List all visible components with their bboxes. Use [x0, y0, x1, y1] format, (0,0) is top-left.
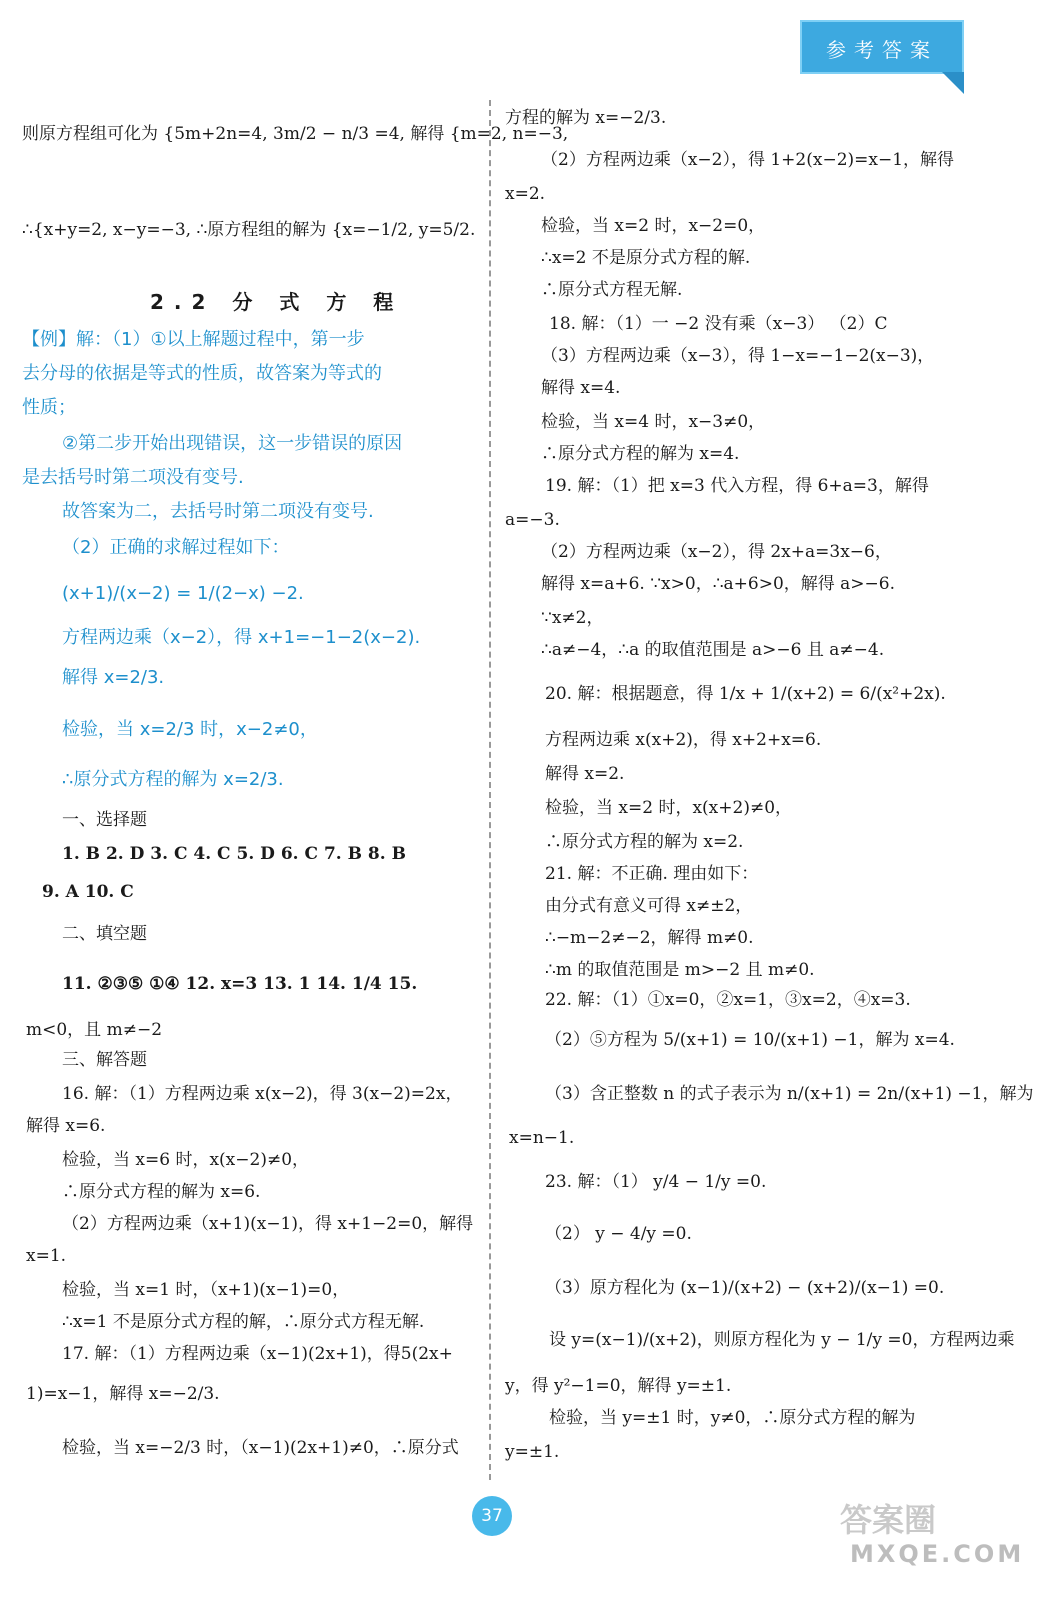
text-line: ∴{x+y=2, x−y=−3, ∴原方程组的解为 {x=−1/2, y=5/2. — [22, 220, 476, 240]
solution-line: ∴x=2 不是原分式方程的解. — [541, 248, 751, 268]
text-line: 则原方程组可化为 {5m+2n=4, 3m/2 − n/3 =4, 解得 {m=2, n=−3, — [22, 124, 569, 144]
solution-line: 20. 解：根据题意，得 1/x + 1/(x+2) = 6/(x²+2x). — [545, 684, 946, 704]
solution-line: （3）含正整数 n 的式子表示为 n/(x+1) = 2n/(x+1) −1，解为 — [545, 1084, 1034, 1104]
solution-line: （2） y − 4/y =0. — [545, 1224, 692, 1244]
example-line: 故答案为二，去括号时第二项没有变号. — [62, 501, 374, 522]
solution-line: 检验，当 x=1 时，（x+1)(x−1)=0， — [62, 1280, 350, 1300]
example-line: (x+1)/(x−2) = 1/(2−x) −2. — [62, 583, 304, 604]
solution-line: （3）原方程化为 (x−1)/(x+2) − (x+2)/(x−1) =0. — [545, 1278, 945, 1298]
page-number: 37 — [472, 1496, 512, 1536]
solution-line: 方程的解为 x=−2/3. — [505, 108, 667, 128]
solution-line: 解得 x=6. — [26, 1116, 106, 1136]
solution-line: 22. 解：（1）①x=0，②x=1，③x=2，④x=3. — [545, 990, 911, 1010]
solution-line: ∴原分式方程的解为 x=4. — [541, 444, 740, 464]
solution-line: y，得 y²−1=0，解得 y=±1. — [505, 1376, 732, 1396]
solution-line: （3）方程两边乘（x−3），得 1−x=−1−2(x−3)， — [541, 346, 935, 366]
answer-line: m<0，且 m≠−2 — [26, 1020, 163, 1040]
solution-line: ∴原分式方程的解为 x=2. — [545, 832, 744, 852]
solution-line: ∵x≠2， — [541, 608, 604, 628]
example-line: ②第二步开始出现错误，这一步错误的原因 — [62, 433, 403, 454]
answer-line: 9. A 10. C — [42, 882, 134, 902]
example-line: 【例】解：（1）①以上解题过程中，第一步 — [22, 329, 365, 350]
solution-line: 18. 解：（1）一 −2 没有乘（x−3） （2）C — [549, 314, 888, 334]
solution-line: ∴x=1 不是原分式方程的解，∴原分式方程无解. — [62, 1312, 425, 1332]
answer-line: 1. B 2. D 3. C 4. C 5. D 6. C 7. B 8. B — [62, 844, 406, 864]
solution-line: 检验，当 x=4 时，x−3≠0， — [541, 412, 766, 432]
answer-line: 11. ②③⑤ ①④ 12. x=3 13. 1 14. 1/4 15. — [62, 974, 418, 994]
solution-line: 检验，当 y=±1 时，y≠0，∴原分式方程的解为 — [549, 1408, 916, 1428]
example-line: （2）正确的求解过程如下： — [62, 537, 290, 558]
solution-line: ∴a≠−4，∴a 的取值范围是 a>−6 且 a≠−4. — [541, 640, 885, 660]
heading-choice: 一、选择题 — [62, 810, 147, 830]
heading-fill: 二、填空题 — [62, 924, 147, 944]
solution-line: 检验，当 x=2 时，x(x+2)≠0， — [545, 798, 793, 818]
solution-line: 21. 解：不正确. 理由如下： — [545, 864, 759, 884]
solution-line: 由分式有意义可得 x≠±2， — [545, 896, 753, 916]
solution-line: 解得 x=2. — [545, 764, 625, 784]
section-title: 2.2 分 式 方 程 — [150, 290, 404, 314]
solution-line: 19. 解：（1）把 x=3 代入方程，得 6+a=3，解得 — [545, 476, 929, 496]
solution-line: （2）方程两边乘（x+1)(x−1)，得 x+1−2=0，解得 — [62, 1214, 474, 1234]
solution-line: （2）方程两边乘（x−2），得 1+2(x−2)=x−1，解得 — [541, 150, 955, 170]
solution-line: ∴m 的取值范围是 m>−2 且 m≠0. — [545, 960, 815, 980]
example-line: 是去括号时第二项没有变号. — [22, 467, 244, 488]
example-line: 去分母的依据是等式的性质，故答案为等式的 — [22, 363, 382, 384]
solution-line: y=±1. — [505, 1442, 560, 1462]
example-line: 方程两边乘（x−2），得 x+1=−1−2(x−2). — [62, 627, 421, 648]
solution-line: a=−3. — [505, 510, 560, 530]
solution-line: ∴−m−2≠−2，解得 m≠0. — [545, 928, 754, 948]
heading-solve: 三、解答题 — [62, 1050, 147, 1070]
solution-line: ∴原分式方程无解. — [541, 280, 683, 300]
solution-line: 检验，当 x=2 时，x−2=0， — [541, 216, 766, 236]
solution-line: 解得 x=a+6. ∵x>0，∴a+6>0，解得 a>−6. — [541, 574, 896, 594]
solution-line: x=2. — [505, 184, 546, 204]
example-line: 检验，当 x=2/3 时，x−2≠0， — [62, 719, 318, 740]
solution-line: 检验，当 x=6 时，x(x−2)≠0， — [62, 1150, 310, 1170]
solution-line: 方程两边乘 x(x+2)，得 x+2+x=6. — [545, 730, 822, 750]
solution-line: 16. 解：（1）方程两边乘 x(x−2)，得 3(x−2)=2x， — [62, 1084, 463, 1104]
column-divider — [489, 100, 491, 1480]
example-line: ∴原分式方程的解为 x=2/3. — [62, 769, 284, 790]
solution-line: 解得 x=4. — [541, 378, 621, 398]
watermark-logo: 答案圈 — [840, 1501, 937, 1539]
solution-line: 1)=x−1，解得 x=−2/3. — [26, 1384, 220, 1404]
solution-line: 17. 解：（1）方程两边乘（x−1)(2x+1)，得5(2x+ — [62, 1344, 453, 1364]
example-line: 解得 x=2/3. — [62, 667, 165, 688]
solution-line: （2）⑤方程为 5/(x+1) = 10/(x+1) −1，解为 x=4. — [545, 1030, 955, 1050]
solution-line: （2）方程两边乘（x−2），得 2x+a=3x−6， — [541, 542, 892, 562]
solution-line: x=n−1. — [509, 1128, 575, 1148]
badge-label: 参考答案 — [826, 38, 938, 62]
solution-line: 设 y=(x−1)/(x+2)，则原方程化为 y − 1/y =0，方程两边乘 — [549, 1330, 1015, 1350]
solution-line: ∴原分式方程的解为 x=6. — [62, 1182, 261, 1202]
answer-key-badge — [800, 20, 964, 74]
example-line: 性质； — [22, 397, 76, 418]
solution-line: 23. 解：（1） y/4 − 1/y =0. — [545, 1172, 767, 1192]
watermark-url: MXQE.COM — [850, 1540, 1025, 1568]
solution-line: 检验，当 x=−2/3 时，（x−1)(2x+1)≠0，∴原分式 — [62, 1438, 459, 1458]
solution-line: x=1. — [26, 1246, 67, 1266]
